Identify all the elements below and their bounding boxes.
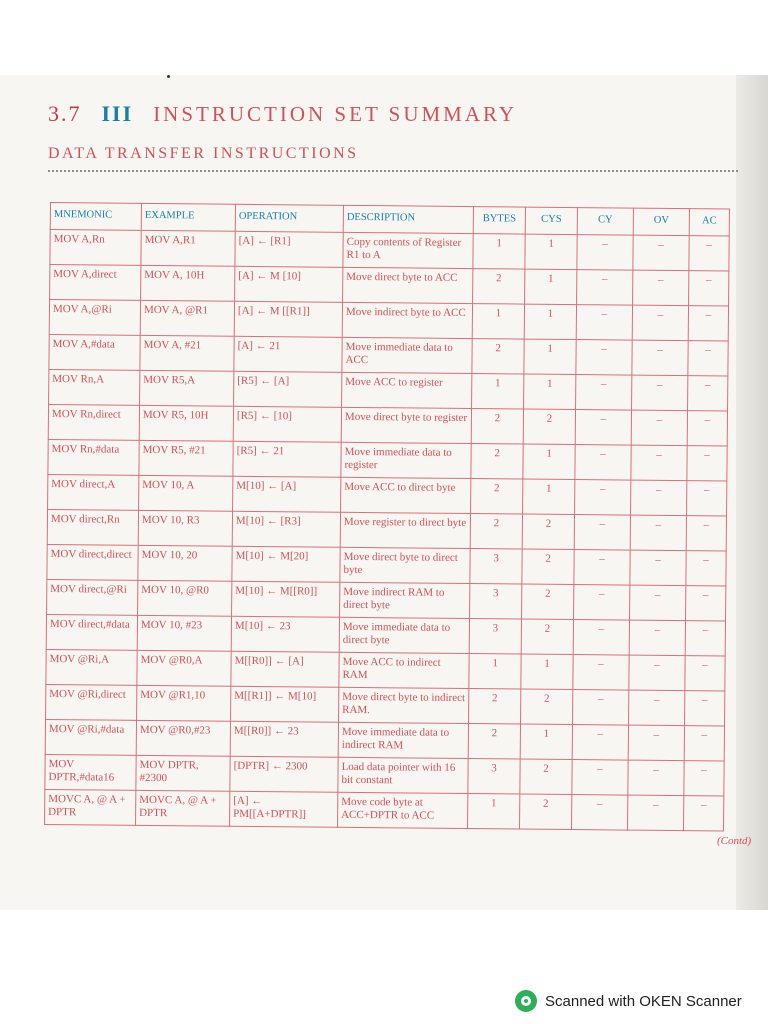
cell-cys: 1 bbox=[523, 444, 575, 479]
cell-operation: [A] ← M [[R1]] bbox=[234, 301, 342, 337]
cell-cy: – bbox=[577, 270, 633, 306]
cell-description: Move immediate data to ACC bbox=[342, 337, 472, 373]
cell-cy: – bbox=[572, 725, 628, 761]
cell-description: Move indirect byte to ACC bbox=[342, 302, 472, 338]
cell-mnemonic: MOVC A, @ A + DPTR bbox=[45, 789, 136, 825]
cell-description: Load data pointer with 16 bit constant bbox=[338, 757, 468, 793]
cell-description: Move ACC to register bbox=[342, 372, 472, 408]
cell-ac: – bbox=[686, 551, 726, 586]
column-header: BYTES bbox=[473, 207, 525, 234]
cell-ov: – bbox=[631, 480, 687, 516]
cell-bytes: 3 bbox=[470, 549, 522, 584]
cell-mnemonic: MOV direct,direct bbox=[47, 544, 138, 580]
page-mark bbox=[167, 75, 170, 78]
cell-ov: – bbox=[629, 655, 685, 691]
scanner-watermark bbox=[515, 990, 742, 1012]
cell-operation: [DPTR] ← 2300 bbox=[230, 756, 338, 792]
cell-ac: – bbox=[687, 411, 727, 446]
cell-example: MOV DPTR, #2300 bbox=[136, 755, 230, 791]
cell-description: Move direct byte to register bbox=[341, 407, 471, 443]
cell-ac: – bbox=[689, 271, 729, 306]
cell-example: MOV @R1,10 bbox=[137, 685, 231, 721]
page-edge-shadow bbox=[736, 75, 768, 910]
cell-ov: – bbox=[627, 795, 683, 831]
cell-description: Move direct byte to indirect RAM. bbox=[339, 687, 469, 723]
cell-example: MOV 10, R3 bbox=[138, 510, 232, 546]
cell-operation: M[10] ← M[[R0]] bbox=[232, 581, 340, 617]
cell-cy: – bbox=[574, 550, 630, 586]
continued-note: (Contd) bbox=[717, 835, 752, 847]
cell-description: Move immediate data to indirect RAM bbox=[338, 722, 468, 758]
cell-cy: – bbox=[576, 305, 632, 341]
cell-mnemonic: MOV Rn,direct bbox=[48, 404, 139, 440]
cell-operation: M[10] ← M[20] bbox=[232, 546, 340, 582]
cell-description: Copy contents of Register R1 to A bbox=[343, 232, 473, 268]
cell-cys: 1 bbox=[524, 304, 576, 339]
cell-example: MOV R5, #21 bbox=[139, 440, 233, 476]
cell-mnemonic: MOV A,Rn bbox=[50, 230, 141, 266]
cell-ac: – bbox=[687, 481, 727, 516]
column-header: DESCRIPTION bbox=[343, 205, 473, 233]
cell-operation: [A] ← [R1] bbox=[235, 231, 343, 267]
cell-mnemonic: MOV Rn,#data bbox=[48, 439, 139, 475]
cell-cy: – bbox=[573, 690, 629, 726]
cell-cys: 1 bbox=[521, 654, 573, 689]
cell-bytes: 2 bbox=[468, 724, 520, 759]
cell-bytes: 1 bbox=[472, 374, 524, 409]
cell-cys: 1 bbox=[525, 234, 577, 269]
cell-operation: [R5] ← [10] bbox=[233, 406, 341, 442]
cell-cy: – bbox=[576, 375, 632, 411]
section-title: INSTRUCTION SET SUMMARY bbox=[153, 102, 518, 126]
cell-cys: 1 bbox=[523, 479, 575, 514]
cell-ov: – bbox=[630, 515, 686, 551]
cell-operation: M[[R0]] ← [A] bbox=[231, 651, 339, 687]
cell-cy: – bbox=[574, 585, 630, 621]
cell-ov: – bbox=[628, 760, 684, 796]
cell-example: MOV R5, 10H bbox=[139, 405, 233, 441]
cell-cys: 2 bbox=[523, 409, 575, 444]
cell-cys: 1 bbox=[525, 269, 577, 304]
cell-operation: [R5] ← [A] bbox=[234, 371, 342, 407]
cell-example: MOV 10, #23 bbox=[137, 615, 231, 651]
cell-example: MOV A, @R1 bbox=[140, 300, 234, 336]
cell-cys: 2 bbox=[522, 514, 574, 549]
cell-cy: – bbox=[572, 760, 628, 796]
column-header: CY bbox=[577, 208, 633, 236]
cell-description: Move register to direct byte bbox=[340, 512, 470, 548]
cell-mnemonic: MOV direct,Rn bbox=[47, 509, 138, 545]
cell-cy: – bbox=[575, 480, 631, 516]
cell-description: Move ACC to indirect RAM bbox=[339, 652, 469, 688]
cell-cy: – bbox=[572, 795, 628, 831]
column-header: AC bbox=[689, 209, 729, 236]
cell-ov: – bbox=[631, 445, 687, 481]
cell-ov: – bbox=[629, 620, 685, 656]
cell-ac: – bbox=[688, 341, 728, 376]
cell-example: MOV R5,A bbox=[140, 370, 234, 406]
cell-example: MOV A,R1 bbox=[141, 230, 235, 266]
cell-ov: – bbox=[632, 375, 688, 411]
cell-mnemonic: MOV DPTR,#data16 bbox=[45, 754, 136, 790]
cell-mnemonic: MOV direct,@Ri bbox=[47, 579, 138, 615]
cell-cy: – bbox=[574, 515, 630, 551]
cell-mnemonic: MOV A,direct bbox=[50, 265, 141, 301]
column-header: MNEMONIC bbox=[50, 203, 141, 231]
cell-bytes: 2 bbox=[472, 339, 524, 374]
column-header: OV bbox=[633, 208, 689, 236]
cell-bytes: 2 bbox=[473, 269, 525, 304]
cell-description: Move code byte at ACC+DPTR to ACC bbox=[338, 792, 468, 828]
cell-ac: – bbox=[685, 656, 725, 691]
dotted-divider bbox=[48, 170, 738, 172]
oken-logo-icon bbox=[515, 990, 537, 1012]
cell-bytes: 2 bbox=[471, 444, 523, 479]
book-page bbox=[0, 75, 768, 910]
cell-bytes: 2 bbox=[470, 514, 522, 549]
cell-bytes: 3 bbox=[468, 759, 520, 794]
cell-operation: M[[R1]] ← M[10] bbox=[231, 686, 339, 722]
section-bars-icon: III bbox=[101, 101, 134, 126]
cell-ov: – bbox=[633, 235, 689, 271]
cell-mnemonic: MOV @Ri,A bbox=[46, 649, 137, 685]
cell-cys: 2 bbox=[521, 619, 573, 654]
cell-example: MOV 10, A bbox=[139, 475, 233, 511]
cell-bytes: 1 bbox=[469, 654, 521, 689]
cell-bytes: 2 bbox=[471, 409, 523, 444]
cell-ac: – bbox=[684, 761, 724, 796]
watermark-text: Scanned with OKEN Scanner bbox=[545, 992, 742, 1010]
cell-cy: – bbox=[575, 410, 631, 446]
cell-description: Move direct byte to direct byte bbox=[340, 547, 470, 583]
cell-cys: 2 bbox=[520, 759, 572, 794]
cell-operation: [A] ← 21 bbox=[234, 336, 342, 372]
cell-bytes: 3 bbox=[470, 584, 522, 619]
cell-operation: [A] ← PM[[A+DPTR]] bbox=[230, 791, 338, 827]
cell-operation: M[10] ← [R3] bbox=[232, 511, 340, 547]
cell-example: MOV 10, 20 bbox=[138, 545, 232, 581]
cell-ac: – bbox=[684, 726, 724, 761]
cell-example: MOV A, 10H bbox=[141, 265, 235, 301]
cell-mnemonic: MOV A,@Ri bbox=[49, 300, 140, 336]
cell-bytes: 2 bbox=[469, 689, 521, 724]
cell-cy: – bbox=[575, 445, 631, 481]
cell-ac: – bbox=[688, 306, 728, 341]
cell-cy: – bbox=[573, 620, 629, 656]
cell-bytes: 1 bbox=[468, 794, 520, 829]
cell-cys: 1 bbox=[524, 339, 576, 374]
cell-ac: – bbox=[689, 236, 729, 271]
cell-ov: – bbox=[633, 270, 689, 306]
cell-operation: M[10] ← 23 bbox=[231, 616, 339, 652]
cell-mnemonic: MOV direct,#data bbox=[46, 614, 137, 650]
cell-cys: 2 bbox=[521, 689, 573, 724]
cell-cys: 1 bbox=[520, 724, 572, 759]
cell-mnemonic: MOV A,#data bbox=[49, 334, 140, 370]
cell-mnemonic: MOV @Ri,direct bbox=[46, 684, 137, 720]
cell-ac: – bbox=[685, 621, 725, 656]
cell-operation: [A] ← M [10] bbox=[235, 266, 343, 302]
cell-description: Move ACC to direct byte bbox=[341, 477, 471, 513]
section-number: 3.7 bbox=[48, 101, 82, 126]
cell-cys: 2 bbox=[522, 549, 574, 584]
column-header: OPERATION bbox=[235, 204, 343, 232]
cell-description: Move indirect RAM to direct byte bbox=[340, 582, 470, 618]
cell-ac: – bbox=[686, 516, 726, 551]
cell-example: MOV 10, @R0 bbox=[138, 580, 232, 616]
column-header: CYS bbox=[525, 207, 577, 234]
cell-mnemonic: MOV Rn,A bbox=[49, 369, 140, 405]
cell-bytes: 2 bbox=[471, 479, 523, 514]
cell-cys: 2 bbox=[520, 794, 572, 829]
cell-ac: – bbox=[686, 586, 726, 621]
cell-cys: 1 bbox=[524, 374, 576, 409]
cell-ac: – bbox=[687, 446, 727, 481]
cell-cy: – bbox=[576, 340, 632, 376]
cell-mnemonic: MOV direct,A bbox=[48, 474, 139, 510]
cell-operation: [R5] ← 21 bbox=[233, 441, 341, 477]
cell-ov: – bbox=[632, 305, 688, 341]
cell-description: Move immediate data to direct byte bbox=[339, 617, 469, 653]
cell-ov: – bbox=[630, 550, 686, 586]
cell-ov: – bbox=[630, 585, 686, 621]
cell-operation: M[10] ← [A] bbox=[233, 476, 341, 512]
cell-example: MOV A, #21 bbox=[140, 335, 234, 371]
cell-bytes: 3 bbox=[469, 619, 521, 654]
cell-ov: – bbox=[631, 410, 687, 446]
cell-example: MOV @R0,A bbox=[137, 650, 231, 686]
cell-cy: – bbox=[573, 655, 629, 691]
cell-bytes: 1 bbox=[472, 304, 524, 339]
cell-mnemonic: MOV @Ri,#data bbox=[45, 719, 136, 755]
table-row bbox=[45, 789, 724, 831]
cell-cys: 2 bbox=[522, 584, 574, 619]
cell-description: Move direct byte to ACC bbox=[343, 267, 473, 303]
subsection-title: DATA TRANSFER INSTRUCTIONS bbox=[48, 145, 359, 162]
cell-description: Move immediate data to register bbox=[341, 442, 471, 478]
instruction-table bbox=[44, 202, 730, 831]
column-header: EXAMPLE bbox=[141, 203, 235, 231]
cell-ov: – bbox=[629, 690, 685, 726]
cell-ov: – bbox=[628, 725, 684, 761]
section-heading bbox=[48, 101, 517, 127]
cell-cy: – bbox=[577, 235, 633, 271]
cell-ac: – bbox=[688, 376, 728, 411]
cell-operation: M[[R0]] ← 23 bbox=[230, 721, 338, 757]
cell-bytes: 1 bbox=[473, 234, 525, 269]
cell-example: MOV @R0,#23 bbox=[136, 720, 230, 756]
cell-ac: – bbox=[683, 796, 723, 831]
cell-ac: – bbox=[685, 691, 725, 726]
cell-ov: – bbox=[632, 340, 688, 376]
cell-example: MOVC A, @ A + DPTR bbox=[136, 790, 230, 826]
